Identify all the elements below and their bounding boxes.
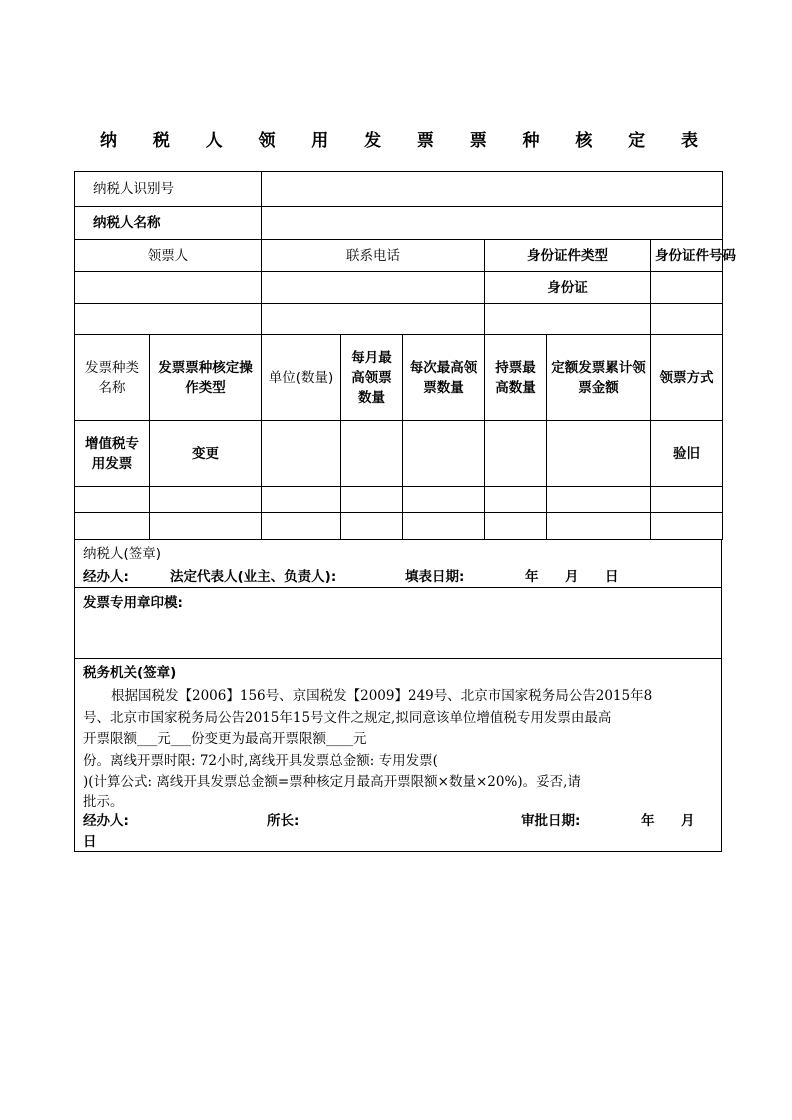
row1-holding-max[interactable] xyxy=(485,421,547,487)
approval-date-label: 审批日期: xyxy=(521,813,581,829)
row3-cell[interactable] xyxy=(75,513,150,540)
approval-line-1: 根据国税发【2006】156号、京国税发【2009】249号、北京市国家税务局公告2015年8 xyxy=(111,688,653,704)
fill-year: 年 xyxy=(525,569,539,585)
row3-cell[interactable] xyxy=(547,513,651,540)
header-monthly-max: 每月最高领票数量 xyxy=(341,335,403,421)
taxpayer-id-label: 纳税人识别号 xyxy=(75,172,262,207)
approval-line-2: 号、北京市国家税务局公告2015年15号文件之规定,拟同意该单位增值税专用发票由最高 xyxy=(83,710,612,726)
invoice-form-table xyxy=(74,171,736,540)
stamp-section xyxy=(74,588,722,659)
fill-day: 日 xyxy=(605,569,619,585)
row3-cell[interactable] xyxy=(150,513,262,540)
tax-office-section xyxy=(74,659,722,852)
title-char: 定 xyxy=(628,131,646,151)
header-operation-type: 发票票种核定操作类型 xyxy=(150,335,262,421)
header-quota-total: 定额发票累计领票金额 xyxy=(547,335,651,421)
form-title xyxy=(74,126,722,151)
row1-unit[interactable] xyxy=(262,421,341,487)
row2-cell[interactable] xyxy=(341,487,403,513)
row3-cell[interactable] xyxy=(341,513,403,540)
row3-cell[interactable] xyxy=(403,513,485,540)
header-per-time-max: 每次最高领票数量 xyxy=(403,335,485,421)
taxpayer-name-label: 纳税人名称 xyxy=(75,207,262,240)
receiver-field[interactable] xyxy=(75,272,262,304)
title-char: 纳 xyxy=(100,131,117,151)
title-char: 领 xyxy=(258,131,276,151)
row1-invoice-type: 增值税专用发票 xyxy=(75,421,150,487)
row2-cell[interactable] xyxy=(651,487,723,513)
row1-per-time-max[interactable] xyxy=(403,421,485,487)
approval-line-3: 开票限额___元___份变更为最高开票限额____元 xyxy=(83,731,367,747)
approval-day: 日 xyxy=(83,834,97,850)
row1-quota-total[interactable] xyxy=(547,421,651,487)
legal-rep-label: 法定代表人(业主、负责人): xyxy=(170,569,337,585)
approval-handler: 经办人: xyxy=(83,813,129,829)
receiver-label: 领票人 xyxy=(75,240,262,272)
row2-cell[interactable] xyxy=(262,487,341,513)
row2-cell[interactable] xyxy=(485,487,547,513)
signature-section xyxy=(74,540,722,588)
header-holding-max: 持票最高数量 xyxy=(485,335,547,421)
approval-line-4: 份。离线开票时限: 72小时,离线开具发票总金额: 专用发票( xyxy=(83,753,438,769)
title-char: 用 xyxy=(311,131,329,151)
row3-cell[interactable] xyxy=(262,513,341,540)
approval-line-5: )(计算公式: 离线开具发票总金额=票种核定月最高开票限额×数量×20%)。妥否,请 xyxy=(83,774,581,790)
id-type-value: 身份证 xyxy=(485,272,651,304)
title-char: 表 xyxy=(680,131,698,151)
tax-office-heading: 税务机关(签章) xyxy=(83,665,177,681)
taxpayer-seal-label: 纳税人(签章) xyxy=(83,546,162,562)
row1-operation-type: 变更 xyxy=(150,421,262,487)
title-char: 票 xyxy=(416,131,434,151)
title-char: 核 xyxy=(575,131,593,151)
header-unit: 单位(数量) xyxy=(262,335,341,421)
row2-cell[interactable] xyxy=(75,487,150,513)
row2-cell[interactable] xyxy=(150,487,262,513)
handler-label: 经办人: xyxy=(83,569,129,585)
row1-monthly-max[interactable] xyxy=(341,421,403,487)
title-char: 人 xyxy=(205,131,223,151)
id-type-label: 身份证件类型 xyxy=(485,240,651,272)
phone-field[interactable] xyxy=(262,272,485,304)
title-char: 种 xyxy=(522,131,540,151)
row3-cell[interactable] xyxy=(651,513,723,540)
row2-cell[interactable] xyxy=(403,487,485,513)
row2-cell[interactable] xyxy=(547,487,651,513)
taxpayer-name-field[interactable] xyxy=(262,207,723,240)
title-char: 发 xyxy=(364,131,382,151)
taxpayer-id-field[interactable] xyxy=(262,172,723,207)
extra-phone-field[interactable] xyxy=(262,304,485,335)
header-method: 领票方式 xyxy=(651,335,723,421)
id-number-field[interactable] xyxy=(651,272,723,304)
fill-date-label: 填表日期: xyxy=(405,569,465,585)
extra-id-number-field[interactable] xyxy=(651,304,723,335)
title-char: 票 xyxy=(469,131,487,151)
approval-director: 所长: xyxy=(267,813,300,829)
row3-cell[interactable] xyxy=(485,513,547,540)
header-invoice-type: 发票种类名称 xyxy=(75,335,150,421)
approval-line-6: 批示。 xyxy=(83,794,124,810)
extra-receiver-field[interactable] xyxy=(75,304,262,335)
fill-month: 月 xyxy=(565,569,579,585)
approval-year: 年 xyxy=(641,813,655,829)
row1-method: 验旧 xyxy=(651,421,723,487)
stamp-label: 发票专用章印模: xyxy=(83,595,183,611)
phone-label: 联系电话 xyxy=(262,240,485,272)
title-char: 税 xyxy=(152,131,170,151)
approval-month: 月 xyxy=(681,813,695,829)
id-number-label: 身份证件号码 xyxy=(651,240,723,272)
extra-id-type-field[interactable] xyxy=(485,304,651,335)
